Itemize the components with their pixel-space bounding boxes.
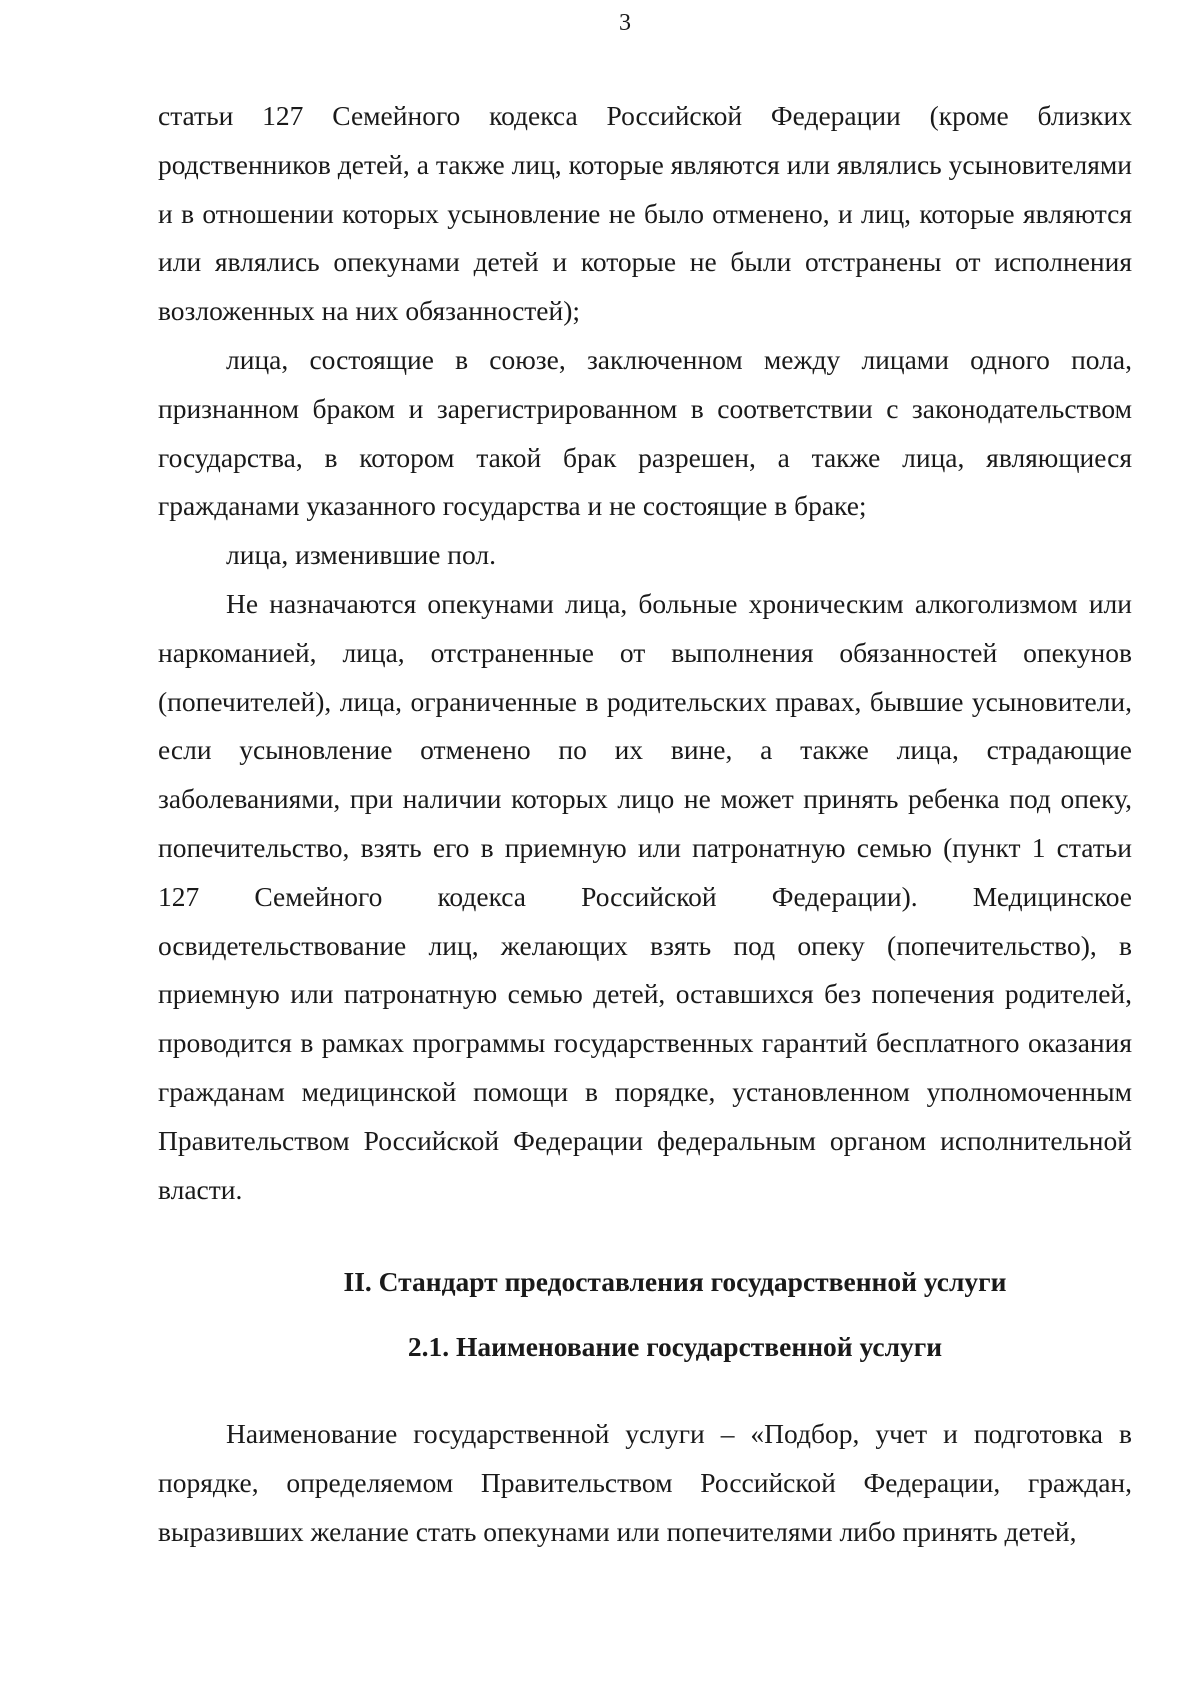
document-body <box>158 92 1132 1556</box>
subsection-heading: 2.1. Наименование государственной услуги <box>407 1331 943 1363</box>
paragraph-service-name: Наименование государственной услуги – «Подбор, учет и подготовка в порядке, определяемом Правительством Российской Федерации, граждан, выразивших желание стать опекунами или попечителями либо принять детей, <box>158 1417 1132 1547</box>
spacer <box>158 1372 1132 1410</box>
paragraph-continuation: статьи 127 Семейного кодекса Российской Федерации (кроме близких родственников детей, а также лиц, которые являются или являлись усыновителями и в отношении которых усыновление не было отменено, и лиц, которые являются или являлись опекунами детей и которые не были отстранены от исполнения возложенных на них обязанностей); <box>158 100 1132 327</box>
paragraph-gender-change: лица, изменившие пол. <box>226 539 497 571</box>
page-number: 3 <box>619 10 631 36</box>
paragraph-not-appointed: Не назначаются опекунами лица, больные хроническим алкоголизмом или наркоманией, лица, отстраненные от выполнения обязанностей опекунов (попечителей), лица, ограниченные в родительских правах, бывшие усыновители, если усыновление отменено по их вине, а также лица, страдающие заболеваниями, при наличии которых лицо не может принять ребенка под опеку, попечительство, взять его в приемную или патронатную семью (пункт 1 статьи 127 Семейного кодекса Российской Федерации). Медицинское освидетельствование лиц, желающих взять под опеку (попечительство), в приемную или патронатную семью детей, оставшихся без попечения родителей, проводится в рамках программы государственных гарантий бесплатного оказания гражданам медицинской помощи в порядке, установленном уполномоченным Правительством Российской Федерации федеральным органом исполнительной власти. <box>158 587 1132 1205</box>
paragraph-same-sex-union: лица, состоящие в союзе, заключенном между лицами одного пола, признанном браком и зарегистрированном в соответствии с законодательством государства, в котором такой брак разрешен, а также лица, являющиеся гражданами указанного государства и не состоящие в браке; <box>158 343 1132 522</box>
spacer <box>158 1307 1132 1323</box>
section-heading: II. Стандарт предоставления государственной услуги <box>343 1266 1007 1298</box>
spacer <box>158 1214 1132 1258</box>
